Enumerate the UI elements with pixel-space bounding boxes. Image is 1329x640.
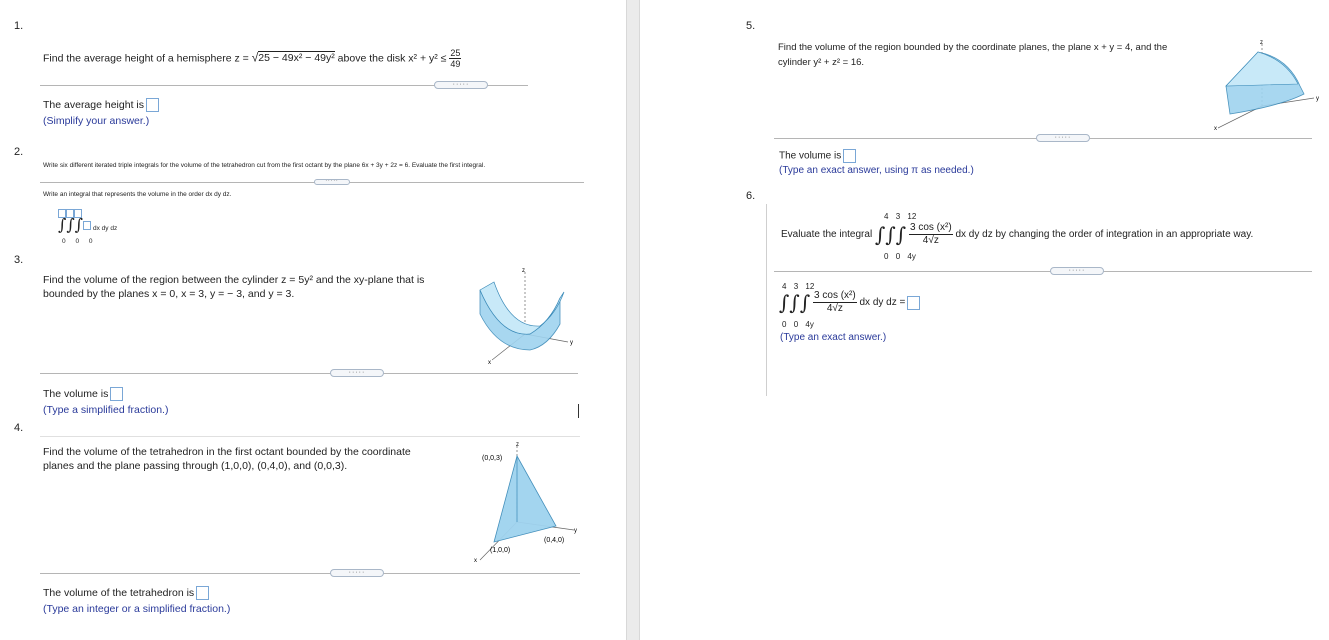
problem-2-lower-limits: 0 0 0 bbox=[62, 238, 93, 245]
problem-5-x-label: x bbox=[1214, 126, 1217, 132]
problem-6-margin-line bbox=[766, 204, 767, 396]
problem-3-cylinder-figure bbox=[470, 262, 580, 370]
problem-6-prompt: Evaluate the integral ∫∫∫ $\frac{\text{3 cos (x²)}}{4√z}$ dx dy dz by changing the order of integration in an appropriate way. bbox=[781, 222, 1254, 247]
problem-3-more-button[interactable]: ····· bbox=[330, 369, 384, 377]
problem-3-x-label: x bbox=[488, 360, 491, 366]
problem-5-number: 5. bbox=[746, 20, 756, 32]
problem-4-x-label: x bbox=[474, 558, 477, 564]
problem-5-prompt-line-1: Find the volume of the region bounded by the coordinate planes, the plane x + y = 4, and the bbox=[778, 42, 1168, 53]
problem-3-hint: (Type a simplified fraction.) bbox=[43, 404, 169, 416]
problem-4-top-divider bbox=[40, 436, 580, 437]
problem-1-more-button[interactable]: ····· bbox=[434, 81, 488, 89]
problem-4-prompt-line-2: planes and the plane passing through (1,0,0), (0,4,0), and (0,0,3). bbox=[43, 460, 348, 472]
problem-4-point-y: (0,4,0) bbox=[544, 537, 565, 544]
problem-4-more-button[interactable]: ····· bbox=[330, 569, 384, 577]
problem-3-y-label: y bbox=[570, 340, 573, 346]
problem-5-answer-input[interactable] bbox=[843, 149, 856, 163]
problem-3-prompt-line-2: bounded by the planes x = 0, x = 3, y = − 3, and y = 3. bbox=[43, 288, 295, 300]
text-cursor bbox=[578, 404, 579, 418]
problem-6-upper-limits: 4 3 12 bbox=[884, 212, 917, 221]
problem-4-number: 4. bbox=[14, 422, 24, 434]
problem-4-y-label: y bbox=[574, 528, 577, 534]
problem-2-more-button[interactable]: ····· bbox=[314, 179, 350, 185]
problem-6-divider bbox=[774, 271, 1312, 272]
problem-4-answer-input[interactable] bbox=[196, 586, 209, 600]
problem-6-lower-limits: 0 0 4y bbox=[884, 252, 916, 261]
problem-3-answer: The volume is bbox=[43, 387, 123, 401]
problem-4-z-label: z bbox=[516, 442, 519, 448]
problem-2-integrand-input[interactable] bbox=[83, 221, 91, 230]
problem-1-prompt: Find the average height of a hemisphere z = √25 − 49x² − 49y² above the disk x² + y² ≤ $\frac{25}{49}$ bbox=[43, 48, 461, 69]
problem-5-region-figure bbox=[1210, 36, 1322, 132]
problem-2-number: 2. bbox=[14, 146, 24, 158]
problem-3-answer-input[interactable] bbox=[110, 387, 123, 401]
problem-3-prompt-line-1: Find the volume of the region between the cylinder z = 5y² and the xy-plane that is bbox=[43, 274, 425, 286]
problem-1-answer-input[interactable] bbox=[146, 98, 159, 112]
problem-4-tetrahedron-figure bbox=[470, 438, 582, 568]
problem-4-hint: (Type an integer or a simplified fraction.) bbox=[43, 603, 231, 615]
problem-6-answer-input[interactable] bbox=[907, 296, 920, 310]
problem-3-z-label: z bbox=[522, 268, 525, 274]
problem-4-prompt-line-1: Find the volume of the tetrahedron in the first octant bounded by the coordinate bbox=[43, 446, 411, 458]
problem-6-number: 6. bbox=[746, 190, 756, 202]
problem-5-hint: (Type an exact answer, using π as needed.) bbox=[779, 165, 974, 176]
problem-2-subprompt: Write an integral that represents the volume in the order dx dy dz. bbox=[43, 191, 232, 198]
problem-1-answer: The average height is bbox=[43, 98, 159, 112]
problem-2-divider bbox=[40, 182, 584, 183]
right-column bbox=[640, 0, 1329, 640]
problem-4-divider bbox=[40, 573, 580, 574]
problem-4-point-z: (0,0,3) bbox=[482, 455, 503, 462]
problem-4-point-x: (1,0,0) bbox=[490, 547, 511, 554]
problem-5-answer: The volume is bbox=[779, 149, 856, 163]
problem-6-hint: (Type an exact answer.) bbox=[780, 332, 887, 343]
problem-5-y-label: y bbox=[1316, 96, 1319, 102]
problem-6-answer-upper-limits: 4 3 12 bbox=[782, 282, 815, 291]
column-divider[interactable] bbox=[626, 0, 640, 640]
problem-6-answer-lower-limits: 0 0 4y bbox=[782, 320, 814, 329]
problem-3-number: 3. bbox=[14, 254, 24, 266]
problem-2-integral: ∫∫∫ dx dy dz bbox=[58, 215, 118, 234]
problem-4-answer: The volume of the tetrahedron is bbox=[43, 586, 209, 600]
problem-3-divider bbox=[40, 373, 578, 374]
problem-1-hint: (Simplify your answer.) bbox=[43, 115, 150, 127]
problem-5-z-label: z bbox=[1260, 40, 1263, 46]
problem-6-answer: ∫∫∫ $\frac{\text{3 cos (x²)}}{4√z}$ dx dy dz = bbox=[779, 290, 920, 315]
problem-5-more-button[interactable]: ····· bbox=[1036, 134, 1090, 142]
problem-5-prompt-line-2: cylinder y² + z² = 16. bbox=[778, 57, 865, 68]
problem-2-prompt: Write six different iterated triple integrals for the volume of the tetrahedron cut from the first octant by the plane 6x + 3y + 2z = 6. Evaluate the first integral. bbox=[43, 162, 486, 169]
left-column bbox=[0, 0, 626, 640]
problem-1-fraction: $\frac{25}{49}$ bbox=[450, 48, 461, 69]
problem-6-more-button[interactable]: ····· bbox=[1050, 267, 1104, 275]
problem-6-integrand: $\frac{\text{3 cos (x²)}}{4√z}$ bbox=[910, 222, 952, 246]
problem-1-number: 1. bbox=[14, 20, 24, 32]
